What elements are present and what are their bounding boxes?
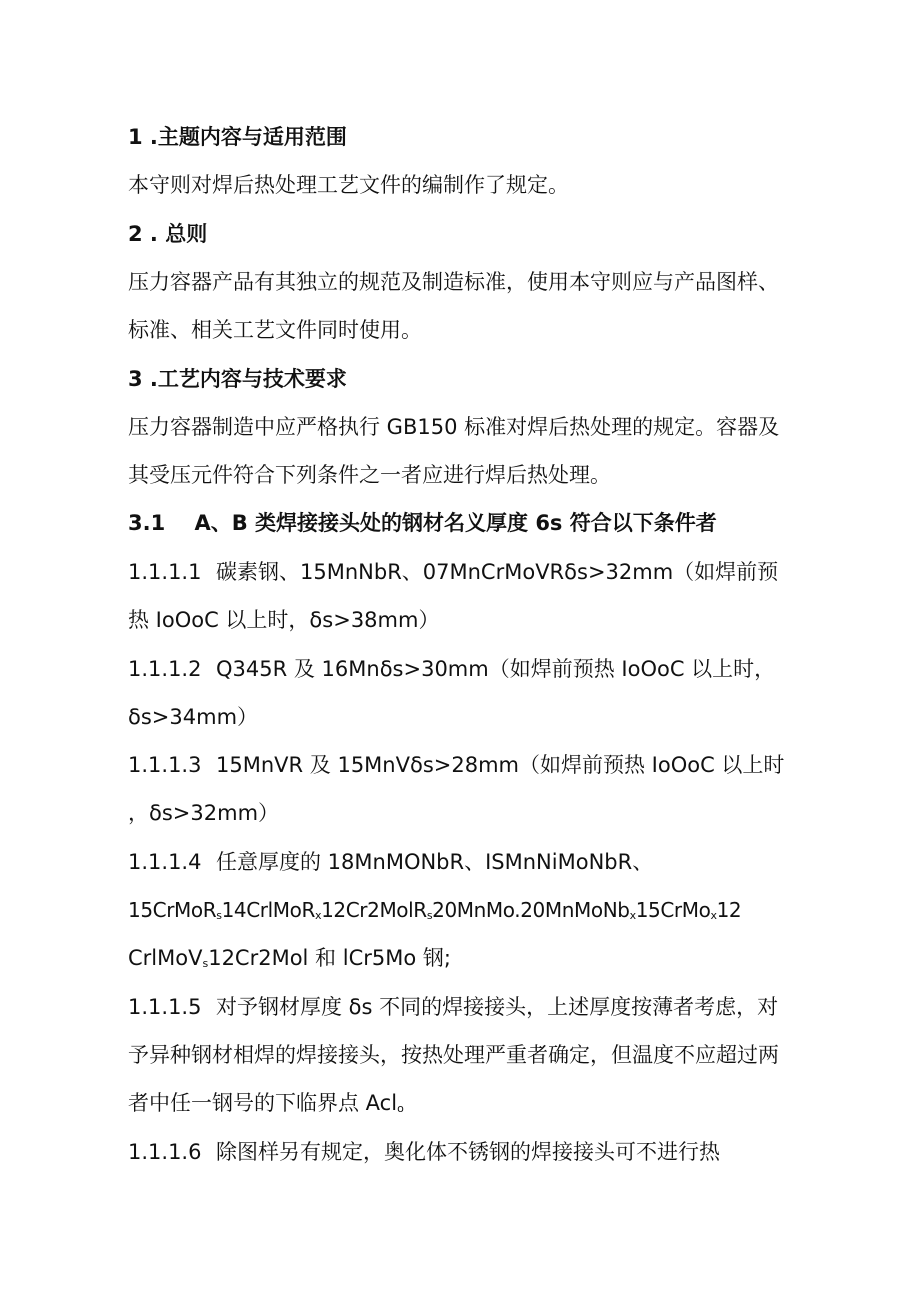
section-3-text-line-2: 其受压元件符合下列条件之一者应进行焊后热处理。 xyxy=(128,463,611,487)
item-number: 1.1.1.6 xyxy=(128,1140,202,1164)
item-1-1-1-5-line-3 xyxy=(128,1088,808,1118)
item-1-1-1-2-line-2: δs>34mm） xyxy=(128,705,259,729)
subscript: x xyxy=(710,909,717,922)
item-number: 1.1.1.5 xyxy=(128,995,202,1019)
section-3-text-line-1: 压力容器制造中应严格执行 GB150 标准对焊后热处理的规定。容器及 xyxy=(128,415,780,439)
item-1-1-1-3-line-2: ，δs>32mm） xyxy=(128,801,280,825)
material-code: 15CrMo xyxy=(635,898,711,922)
subscript: o xyxy=(397,1102,404,1115)
material-code: 15CrMoR xyxy=(128,898,217,922)
subscript: x xyxy=(314,909,322,922)
item-1-1-1-5-line-1 xyxy=(128,992,808,1022)
section-1-text: 本守则对焊后热处理工艺文件的编制作了规定。 xyxy=(128,173,569,197)
material-code: 14CrlMoR xyxy=(221,898,315,922)
material-code: 12 xyxy=(716,898,742,922)
subscript: x xyxy=(629,909,636,922)
item-number: 1.1.1.3 xyxy=(128,753,202,777)
item-text: 者中任一钢号的下临界点 Acl xyxy=(128,1091,398,1115)
subscript: s xyxy=(202,957,209,970)
item-1-1-1-6-line-1 xyxy=(128,1137,808,1167)
item-number: 1.1.1.2 xyxy=(128,657,202,681)
item-1-1-1-5-line-2: 予异种钢材相焊的焊接接头，按热处理严重者确定，但温度不应超过两 xyxy=(128,1043,779,1067)
section-3-heading: 3 .工艺内容与技术要求 xyxy=(128,367,347,391)
item-number: 1.1.1.4 xyxy=(128,850,202,874)
material-code: 12Cr2MolR xyxy=(321,898,427,922)
section-2-heading: 2 . 总则 xyxy=(128,222,208,246)
item-number: 1.1.1.1 xyxy=(128,560,202,584)
item-text: 15MnVR 及 15MnVδs>28mm（如焊前预热 IoOoC 以上时 xyxy=(216,753,785,777)
section-3-1-heading: 3.1 A、B 类焊接接头处的钢材名义厚度 6s 符合以下条件者 xyxy=(128,511,717,535)
material-code: CrlMoV xyxy=(128,946,203,970)
item-text: 任意厚度的 18MnMONbR、ISMnNiMoNbR、 xyxy=(216,850,654,874)
item-1-1-1-4-line-1 xyxy=(128,847,808,877)
item-1-1-1-4-line-2 xyxy=(128,895,808,925)
subscript: s xyxy=(216,909,222,922)
material-code: 20MnMo.20MnMoNb xyxy=(432,898,630,922)
section-2-text-line-2: 标准、相关工艺文件同时使用。 xyxy=(128,318,422,342)
subscript: s xyxy=(426,909,433,922)
item-1-1-1-4-line-3 xyxy=(128,943,808,973)
section-1-heading: 1 .主题内容与适用范围 xyxy=(128,125,347,149)
item-text: 碳素钢、15MnNbR、07MnCrMoVRδs>32mm（如焊前预 xyxy=(216,560,779,584)
item-text: 对予钢材厚度 δs 不同的焊接接头，上述厚度按薄者考虑，对 xyxy=(216,995,779,1019)
item-1-1-1-3-line-1 xyxy=(128,750,808,780)
item-text: 除图样另有规定，奥化体不锈钢的焊接接头可不进行热 xyxy=(216,1140,720,1164)
section-2-text-line-1: 压力容器产品有其独立的规范及制造标准，使用本守则应与产品图样、 xyxy=(128,270,779,294)
material-code: 12Cr2Mol 和 lCr5Mo 钢; xyxy=(208,946,451,970)
item-1-1-1-1-line-2: 热 IoOoC 以上时，δs>38mm） xyxy=(128,608,440,632)
item-text: Q345R 及 16Mnδs>30mm（如焊前预热 IoOoC 以上时， xyxy=(216,657,776,681)
item-1-1-1-1-line-1 xyxy=(128,557,808,587)
item-1-1-1-2-line-1 xyxy=(128,654,808,684)
